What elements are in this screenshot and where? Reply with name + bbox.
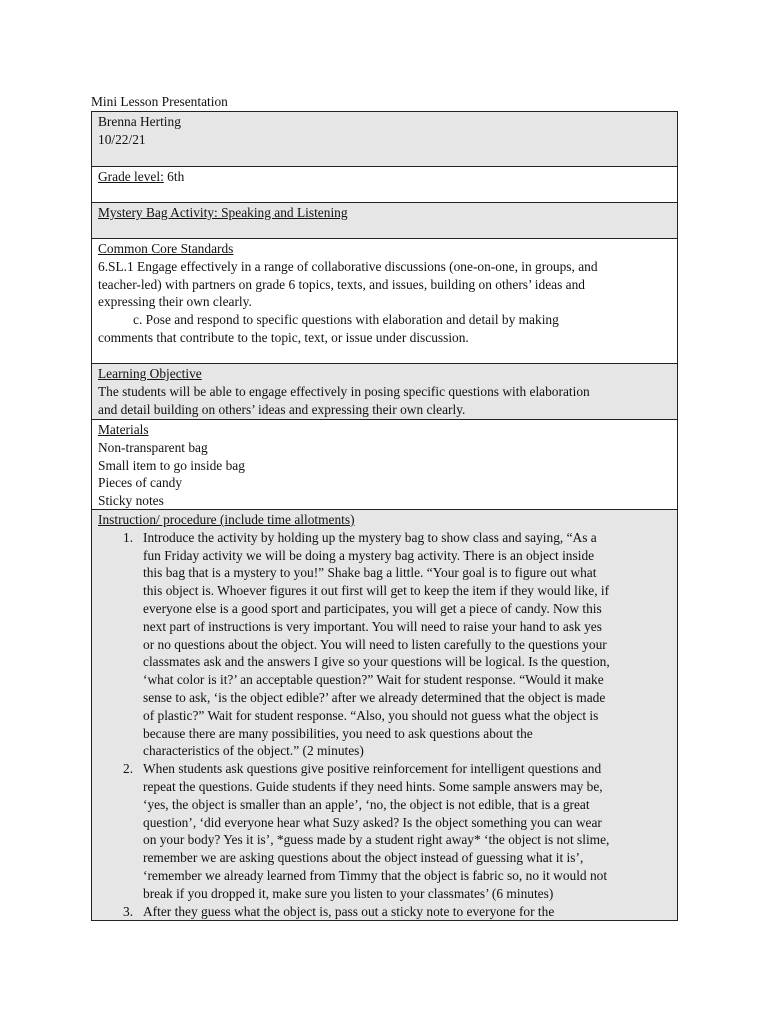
procedure-step [98,760,671,902]
procedure-step [98,529,671,760]
step-line: ‘what color is it?’ an acceptable question?” Wait for student response. “Would it make [143,672,604,688]
step-line: ‘yes, the object is smaller than an apple’, ‘no, the object is not edible, that is a great [143,796,590,812]
standard-line: 6.SL.1 Engage effectively in a range of collaborative discussions (one-on-one, in groups, and [98,258,598,274]
material-item: Sticky notes [98,493,164,509]
objective-line: The students will be able to engage effectively in posing specific questions with elaboration [98,383,590,399]
step-line: break if you dropped it, make sure you listen to your classmates’ (6 minutes) [143,885,554,901]
step-line: because there are many possibilities, you need to ask questions about the [143,725,533,741]
header-row [92,112,677,167]
procedure-step [98,903,671,920]
step-line: question’, ‘did everyone hear what Suzy asked? Is the object something you can wear [143,814,602,830]
materials-row [92,420,677,510]
objective-row [92,364,677,420]
step-line: sense to ask, ‘is the object edible?’ after we already determined that the object is made [143,689,606,705]
materials-heading: Materials [98,422,149,437]
procedure-steps [98,529,671,920]
step-line: next part of instructions is very important. You will need to raise your hand to ask yes [143,618,602,634]
step-line: Introduce the activity by holding up the mystery bag to show class and saying, “As a [143,529,597,545]
grade-label: Grade level: [98,169,164,184]
material-item: Small item to go inside bag [98,457,245,473]
standard-subline: c. Pose and respond to specific questions with elaboration and detail by making [133,312,559,328]
material-item: Non-transparent bag [98,439,208,455]
lesson-table [91,111,678,921]
step-line: fun Friday activity we will be doing a mystery bag activity. There is an object inside [143,547,595,563]
objective-heading: Learning Objective [98,366,202,381]
step-line: When students ask questions give positive reinforcement for intelligent questions and [143,761,602,777]
lesson-date: 10/22/21 [98,131,146,147]
author-name: Brenna Herting [98,114,181,129]
step-number: 3. [123,903,134,919]
step-line: this object is. Whoever figures it out first will get to keep the item if they would like, if [143,583,610,599]
objective-line: and detail building on others’ ideas and expressing their own clearly. [98,401,466,417]
step-line: ‘remember we already learned from Timmy that the object is fabric so, no it would not [143,867,608,883]
step-line: on your body? Yes it is’, *guess made by a student right away* ‘the object is not slime, [143,832,610,848]
step-line: remember we are asking questions about the object instead of guessing what it is’, [143,850,584,866]
step-number: 1. [123,529,134,545]
step-number: 2. [123,761,134,777]
activity-row [92,203,677,239]
standard-subline: comments that contribute to the topic, text, or issue under discussion. [98,329,469,345]
step-line: this bag that is a mystery to you!” Shake bag a little. “Your goal is to figure out what [143,565,597,581]
step-line: After they guess what the object is, pass out a sticky note to everyone for the [143,903,555,919]
grade-row [92,167,677,203]
standard-line: expressing their own clearly. [98,294,252,310]
standards-row [92,239,677,364]
step-line: or no questions about the object. You will need to listen carefully to the questions your [143,636,607,652]
step-line: of plastic?” Wait for student response. “Also, you should not guess what the object is [143,707,599,723]
procedure-row [92,510,677,920]
material-item: Pieces of candy [98,475,183,491]
activity-title: Mystery Bag Activity: Speaking and Listening [98,205,348,220]
step-line: classmates ask and the answers I give so your questions will be logical. Is the question, [143,654,610,670]
standard-line: teacher-led) with partners on grade 6 topics, texts, and issues, building on others’ ideas and [98,276,585,292]
standards-heading: Common Core Standards [98,241,234,256]
grade-value: 6th [163,169,185,184]
step-line: repeat the questions. Guide students if they need hints. Some sample answers may be, [143,778,603,794]
document-title: Mini Lesson Presentation [91,94,228,109]
procedure-heading: Instruction/ procedure (include time allotments) [98,512,355,527]
step-line: everyone else is a good sport and participates, you will get a piece of candy. Now this [143,600,602,616]
step-line: characteristics of the object.” (2 minutes) [143,743,364,759]
